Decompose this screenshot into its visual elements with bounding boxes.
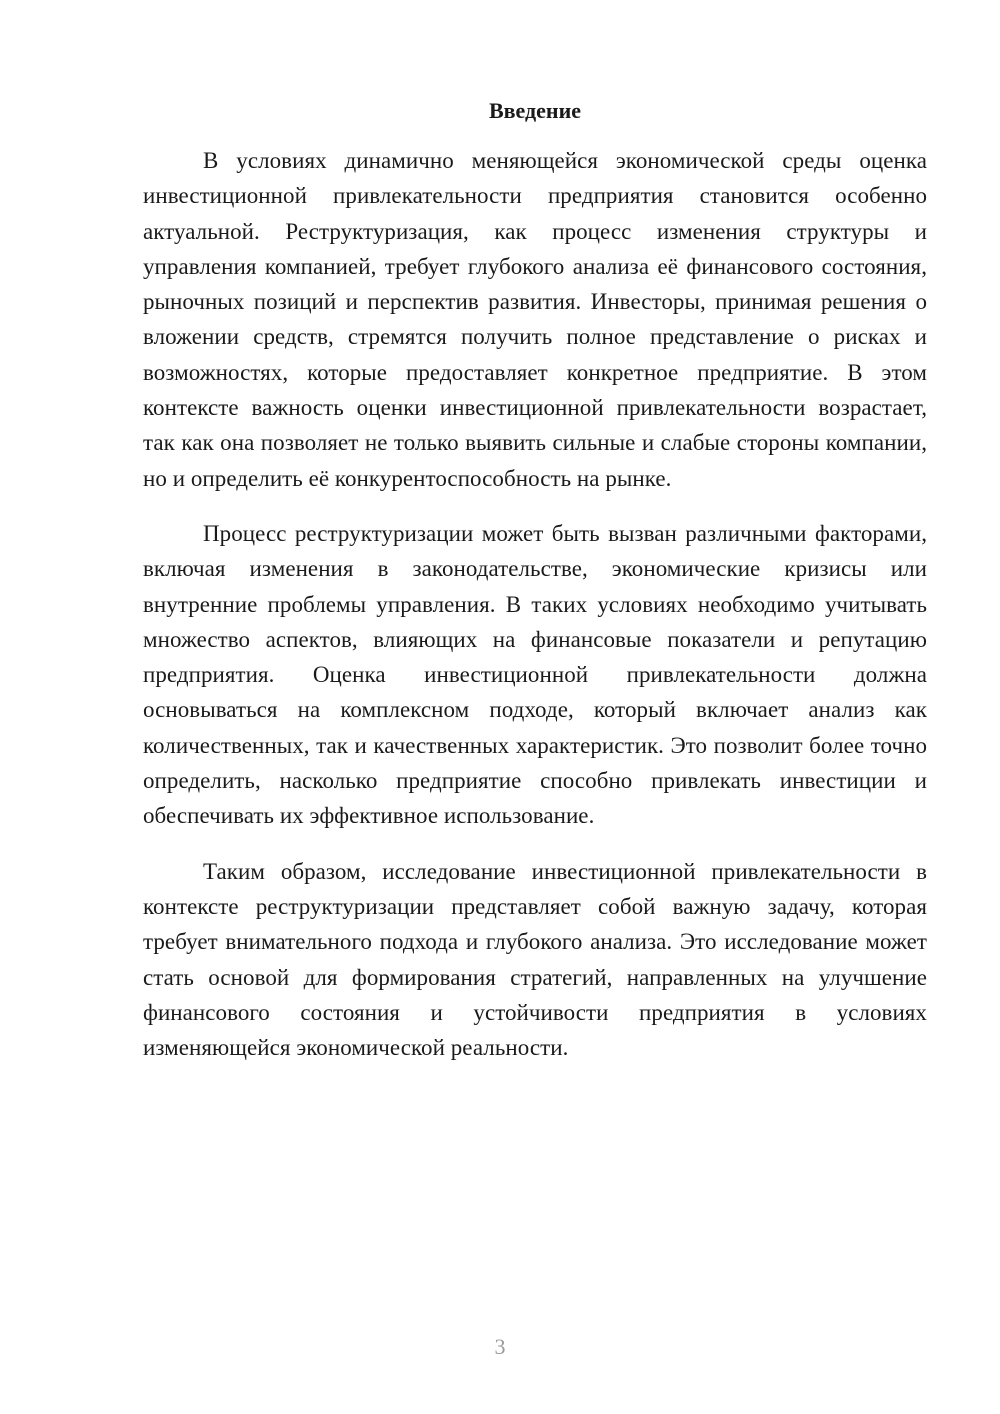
page-number: 3 bbox=[494, 1334, 506, 1359]
paragraph-2: Процесс реструктуризации может быть вызван различными факторами, включая изменения в законодательстве, экономические кризисы или внутренние проблемы управления. В таких условиях необходимо учитывать множество аспектов, влияющих на финансовые показатели и репутацию предприятия. Оценка инвестиционной привлекательности должна основываться на комплексном подходе, который включает анализ как количественных, так и качественных характеристик. Это позволит более точно определить, насколько предприятие способно привлекать инвестиции и обеспечивать их эффективное использование. bbox=[143, 520, 927, 829]
document-body bbox=[143, 143, 927, 1085]
page-title: Введение bbox=[488, 98, 582, 123]
paragraph-1: В условиях динамично меняющейся экономической среды оценка инвестиционной привлекательности предприятия становится особенно актуальной. Реструктуризация, как процесс изменения структуры и управления компанией, требует глубокого анализа её финансового состояния, рыночных позиций и перспектив развития. Инвесторы, принимая решения о вложении средств, стремятся получить полное представление о рисках и возможностях, которые предоставляет конкретное предприятие. В этом контексте важность оценки инвестиционной привлекательности возрастает, так как она позволяет не только выявить сильные и слабые стороны компании, но и определить её конкурентоспособность на рынке. bbox=[143, 148, 927, 491]
paragraph-3: Таким образом, исследование инвестиционной привлекательности в контексте реструктуризации представляет собой важную задачу, которая требует внимательного подхода и глубокого анализа. Это исследование может стать основой для формирования стратегий, направленных на улучшение финансового состояния и устойчивости предприятия в условиях изменяющейся экономической реальности. bbox=[143, 858, 927, 1061]
